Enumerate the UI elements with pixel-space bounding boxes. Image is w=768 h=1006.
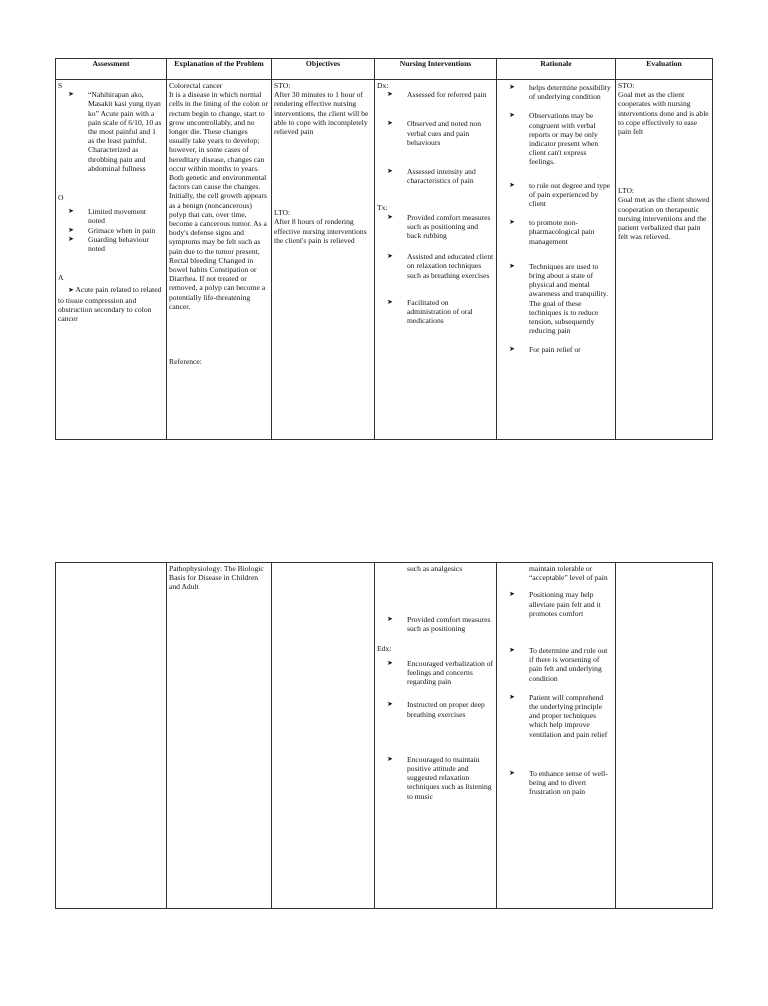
rationale-item: ➤ to rule out degree and type of pain experienced by client: [499, 181, 613, 209]
header-rationale: Rationale: [497, 59, 616, 80]
eval-sto-label: STO:: [618, 81, 635, 90]
care-plan-page-1: [55, 58, 712, 440]
objective-item: ➤ Limited movement noted: [58, 207, 164, 225]
edx-item: ➤ Encouraged to maintain positive attitude and suggested relaxation techniques such as listening to music: [377, 755, 494, 801]
header-assessment: Assessment: [56, 59, 167, 80]
explanation-body: It is a disease in which normal cells in the lining of the colon or rectum begin to change, start to grow uncontrollably, and no longer die. These changes usually take years to develop; however, in some cases of hereditary disease, changes can occur within months to years. Both genetic and environmental factors can cause the changes. Initially, the cell growth appears as a benign (noncancerous) polyp that can, over time, become a cancerous tumor. As a body's defense signs and symptoms may be felt such as pain due to the tumor present, Rectal bleeding Changed in bowel habits Constipation or Diarrhea. If not treated or removed, a polyp can become a potentially life-threatening cancer.: [169, 90, 268, 311]
tx-list: [377, 213, 494, 326]
sto-text: After 30 minutes to 1 hour of rendering effective nursing interventions, the client will be able to cope with incompletely relieved pain: [274, 90, 369, 137]
objective-list: [58, 207, 164, 253]
interventions-cell: [375, 563, 497, 909]
continued-text: maintain tolerable or “acceptable” level of pain: [529, 564, 608, 583]
assessment-cell: [56, 563, 167, 909]
rationale-item: ➤ Positioning may help alleviate pain felt and it promotes comfort: [499, 590, 613, 618]
reference-text: Pathophysiology: The Biologic Basis for Disease in Children and Adult: [169, 564, 264, 592]
tx-item: ➤ Assisted and educated client on relaxation techniques such as breathing exercises: [377, 252, 494, 280]
evaluation-cell: [616, 563, 713, 909]
rationale-item: ➤ Techniques are used to bring about a state of physical and mental awareness and tranquility. The goal of these techniques is to reduce tension, subsequently reducing pain: [499, 262, 613, 336]
dx-list: [377, 90, 494, 185]
lto-text: After 8 hours of rendering effective nursing interventions the client's pain is relieved: [274, 217, 367, 245]
arrow-icon: ➤: [68, 286, 74, 295]
edx-list: [377, 659, 494, 801]
nursing-care-plan-table: [55, 58, 713, 440]
tx-list: [377, 615, 494, 633]
header-row: [56, 59, 713, 80]
header-explanation: Explanation of the Problem: [167, 59, 272, 80]
rationale-item: ➤ To determine and rule out if there is worsening of pain felt and underlying condition: [499, 646, 613, 683]
objectives-cell: [272, 80, 375, 440]
dx-item: ➤ Observed and noted non verbal cues and pain behaviours: [377, 119, 494, 147]
edx-label: Edx:: [377, 643, 392, 653]
header-interventions: Nursing Interventions: [375, 59, 497, 80]
eval-lto-text: Goal met as the client showed cooperation on therapeutic nursing interventions and the patient verbalized that pain felt was relieved.: [618, 195, 710, 242]
objectives-cell: [272, 563, 375, 909]
rationale-item: ➤ Patient will comprehend the underlying principle and proper techniques which help improve ventilation and pain relief: [499, 693, 613, 739]
tx-item: ➤ Provided comfort measures such as positioning and back rubbing: [377, 213, 494, 241]
objective-item: ➤ Grimace when in pain: [58, 226, 164, 235]
header-objectives: Objectives: [272, 59, 375, 80]
evaluation-cell: [616, 80, 713, 440]
rationale-item: ➤ Observations may be congruent with verbal reports or may be only indicator present when client can't express feelings.: [499, 111, 613, 166]
dx-item: ➤ Assessed for referred pain: [377, 90, 494, 99]
subjective-list: [58, 90, 164, 173]
eval-sto-text: Goal met as the client cooperates with nursing interventions done and is able to cope effectively to ease pain felt: [618, 90, 709, 137]
objective-item: ➤ Guarding behaviour noted: [58, 235, 164, 253]
analysis-label: A: [58, 273, 64, 283]
explanation-cell: [167, 563, 272, 909]
sto-label: STO:: [274, 81, 291, 90]
explanation-cell: [167, 80, 272, 440]
tx-item: ➤ Facilitated on administration of oral medications: [377, 298, 494, 326]
objective-label: O: [58, 193, 64, 203]
rationale-item: ➤ helps determine possibility of underlying condition: [499, 83, 613, 101]
rationale-item: ➤ For pain relief or: [499, 345, 613, 354]
edx-item: ➤ Instructed on proper deep breathing exercises: [377, 700, 494, 718]
nursing-care-plan-table-continued: [55, 562, 713, 909]
explanation-title: Colorectal cancer: [169, 81, 223, 90]
lto-label: LTO:: [274, 208, 291, 218]
rationale-item: ➤ to promote non-pharmacological pain management: [499, 218, 613, 246]
header-evaluation: Evaluation: [616, 59, 713, 80]
rationale-item: ➤ To enhance sense of well-being and to divert frustration on pain: [499, 769, 613, 797]
content-row: [56, 80, 713, 440]
edx-item: ➤ Encouraged verbalization of feelings and concerns regarding pain: [377, 659, 494, 687]
continued-text: such as analgesics: [407, 564, 463, 573]
rationale-cell: [497, 80, 616, 440]
care-plan-page-2: [55, 562, 712, 909]
rationale-cell: [497, 563, 616, 909]
analysis-text: ➤ Acute pain related to related to tissue compression and obstruction secondary to colon cancer: [58, 285, 162, 324]
tx-label: Tx:: [377, 203, 388, 213]
eval-lto-label: LTO:: [618, 186, 635, 196]
rationale-list: [499, 83, 613, 355]
dx-item: ➤ Assessed intensity and characteristics of pain: [377, 167, 494, 185]
dx-label: Dx:: [377, 81, 389, 90]
subjective-item: ➤ “Nahihirapan ako, Masakit kasi yung tiyan ko” Acute pain with a pain scale of 6/10, 10 as the most painful and 1 as the least painful. Characterized as throbbing pain and abdominal fullness: [58, 90, 164, 173]
assessment-cell: [56, 80, 167, 440]
interventions-cell: [375, 80, 497, 440]
rationale-list: [499, 590, 613, 796]
content-row: [56, 563, 713, 909]
tx-item: ➤ Provided comfort measures such as positioning: [377, 615, 494, 633]
subjective-label: S: [58, 81, 63, 90]
reference-label: Reference:: [169, 357, 202, 367]
